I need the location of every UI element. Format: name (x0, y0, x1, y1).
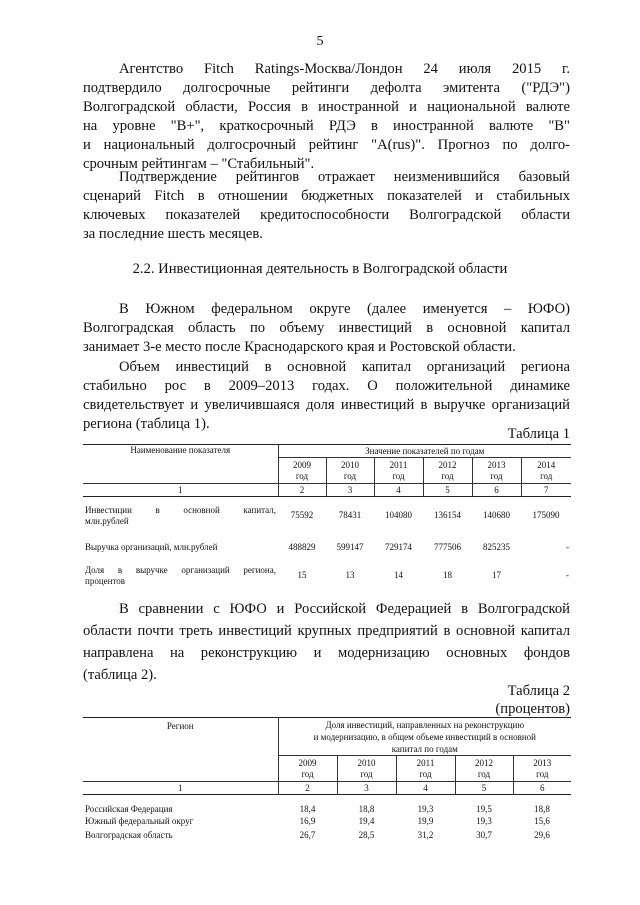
text-line: и национальный долгосрочный рейтинг "A(rus)". Прогноз по долго- (83, 137, 570, 153)
cell-value: 15,6 (534, 816, 550, 826)
table-row (83, 535, 571, 561)
cell-value: 13 (345, 570, 355, 580)
text-line: стабильно рос в 2009–2013 годах. О положительной динамике (83, 378, 570, 394)
cell-value: 19,4 (358, 816, 375, 826)
table1-caption: Таблица 1 (507, 426, 570, 442)
cell-value: 29,6 (534, 830, 550, 840)
cell-value: 15 (297, 570, 307, 580)
table2-header-share: Доля инвестиций, направленных на реконструкцию и модернизацию, в общем объеме инвестиций в основной капитал по годам (278, 718, 571, 756)
section-heading: 2.2. Инвестиционная деятельность в Волгоградской области (132, 261, 508, 277)
cell-value: 729174 (385, 542, 412, 552)
text-line: Объем инвестиций в основной капитал организаций региона (119, 359, 570, 375)
cell-value: 599147 (336, 542, 364, 552)
table1-colnum: 3 (326, 484, 374, 497)
cell-value: 825235 (483, 542, 510, 552)
cell-value: 777506 (434, 542, 461, 552)
row-region: Российская Федерация (85, 803, 173, 814)
cell-value: 488829 (288, 542, 316, 552)
text-line: региона (таблица 1). (83, 416, 210, 432)
table-row (83, 561, 571, 591)
table1-colnum: 4 (374, 484, 423, 497)
table2-year-2013: 2013 год (513, 756, 571, 782)
text-line: области почти треть инвестиций крупных предприятий в основной капитал (83, 623, 570, 639)
row-name: Инвестиции в основной капитал, млн.рублей (85, 504, 276, 526)
table1-colnum: 5 (423, 484, 472, 497)
cell-value: - (566, 542, 569, 552)
cell-value: 30,7 (476, 830, 492, 840)
cell-value: 18,8 (534, 803, 550, 814)
text-line: Волгоградская область по объему инвестиций в основной капитал (83, 320, 570, 336)
text-line: ключевых показателей кредитоспособности Волгоградской области (83, 207, 570, 223)
table-row (83, 795, 571, 815)
text-line: Агентство Fitch Ratings-Москва/Лондон 24 июля 2015 г. (119, 61, 570, 77)
table1-colnum: 1 (83, 484, 278, 497)
table1 (83, 444, 571, 591)
table2-colnum: 1 (83, 782, 278, 795)
cell-value: 78431 (338, 510, 362, 521)
cell-value: 136154 (434, 510, 461, 521)
cell-value: 16,9 (299, 816, 316, 826)
paragraph-fitch-rating (83, 60, 570, 174)
cell-value: 28,5 (358, 830, 375, 840)
table1-year-2010: 2010 год (326, 458, 374, 484)
cell-value: 104080 (385, 510, 412, 521)
text-line: В сравнении с ЮФО и Российской Федерацией в Волгоградской (119, 601, 570, 617)
text-line: на уровне "B+", краткосрочный РДЭ в иностранной валюте "B" (83, 118, 570, 134)
table2-year-2010: 2010 год (337, 756, 396, 782)
table2-year-2009: 2009 год (278, 756, 337, 782)
table2-header-region: Регион (83, 718, 278, 782)
cell-value: 18 (443, 570, 452, 580)
text-line: В Южном федеральном округе (далее именуется – ЮФО) (119, 301, 570, 317)
paragraph-rating-confirmation (83, 168, 570, 244)
row-region: Волгоградская область (85, 830, 173, 840)
text-line: Подтверждение рейтингов отражает неизменившийся базовый (119, 169, 570, 185)
row-name: Выручка организаций, млн.рублей (85, 542, 218, 552)
table2-colnum: 2 (278, 782, 337, 795)
text-line: (таблица 2). (83, 667, 157, 683)
text-line: свидетельствует и увеличившаяся доля инвестиций в выручке организаций (83, 397, 570, 413)
cell-value: 19,5 (476, 803, 492, 814)
table1-header-values: Значение показателей по годам (278, 445, 571, 458)
table2-colnum: 5 (455, 782, 513, 795)
text-line: за последние шесть месяцев. (83, 226, 263, 242)
cell-value: 19,3 (417, 803, 434, 814)
table2-colnum: 6 (513, 782, 571, 795)
cell-value: 175090 (532, 510, 560, 521)
cell-value: 18,4 (299, 803, 316, 814)
table2-year-2012: 2012 год (455, 756, 513, 782)
cell-value: 19,9 (417, 816, 434, 826)
text-line: подтвердило долгосрочные рейтинги дефолта эмитента ("РДЭ") (83, 80, 570, 96)
cell-value: 17 (492, 570, 501, 580)
text-line: занимает 3-е место после Краснодарского края и Ростовской области. (83, 339, 516, 355)
table-row (83, 829, 571, 843)
cell-value: - (566, 570, 569, 580)
table-row (83, 815, 571, 829)
cell-value: 14 (394, 570, 403, 580)
table2-colnum: 3 (337, 782, 396, 795)
row-region: Южный федеральный округ (85, 816, 194, 826)
row-name: Доля в выручке организаций региона, процентов (85, 564, 276, 586)
paragraph-investment-volume (83, 358, 570, 434)
table1-year-2014: 2014 год (521, 458, 571, 484)
table1-year-2013: 2013 год (472, 458, 521, 484)
text-line: сценарий Fitch в отношении бюджетных показателей и стабильных (83, 188, 570, 204)
table1-year-2012: 2012 год (423, 458, 472, 484)
paragraph-ufo-rank (83, 300, 570, 357)
table2 (83, 717, 571, 843)
cell-value: 140680 (483, 510, 510, 521)
page-number: 5 (316, 34, 324, 49)
cell-value: 18,8 (358, 803, 375, 814)
table1-colnum: 7 (521, 484, 571, 497)
table1-colnum: 6 (472, 484, 521, 497)
text-line: направлена на реконструкцию и модернизацию основных фондов (83, 645, 570, 661)
cell-value: 26,7 (299, 830, 316, 840)
table1-year-2009: 2009 год (278, 458, 326, 484)
table2-year-2011: 2011 год (396, 756, 455, 782)
table1-colnum: 2 (278, 484, 326, 497)
text-line: Волгоградской области, Россия в иностранной и национальной валюте (83, 99, 570, 115)
cell-value: 75592 (290, 510, 314, 521)
table-row (83, 497, 571, 535)
table1-year-2011: 2011 год (374, 458, 423, 484)
cell-value: 31,2 (417, 830, 434, 840)
table1-header-name: Наименование показателя (83, 445, 278, 484)
table2-caption: Таблица 2 (507, 683, 570, 699)
paragraph-comparison (83, 598, 570, 686)
table2-colnum: 4 (396, 782, 455, 795)
text-line: срочным рейтингам – "Стабильный". (83, 156, 315, 172)
cell-value: 19,3 (476, 816, 492, 826)
table2-unit-note: (процентов) (495, 701, 570, 717)
